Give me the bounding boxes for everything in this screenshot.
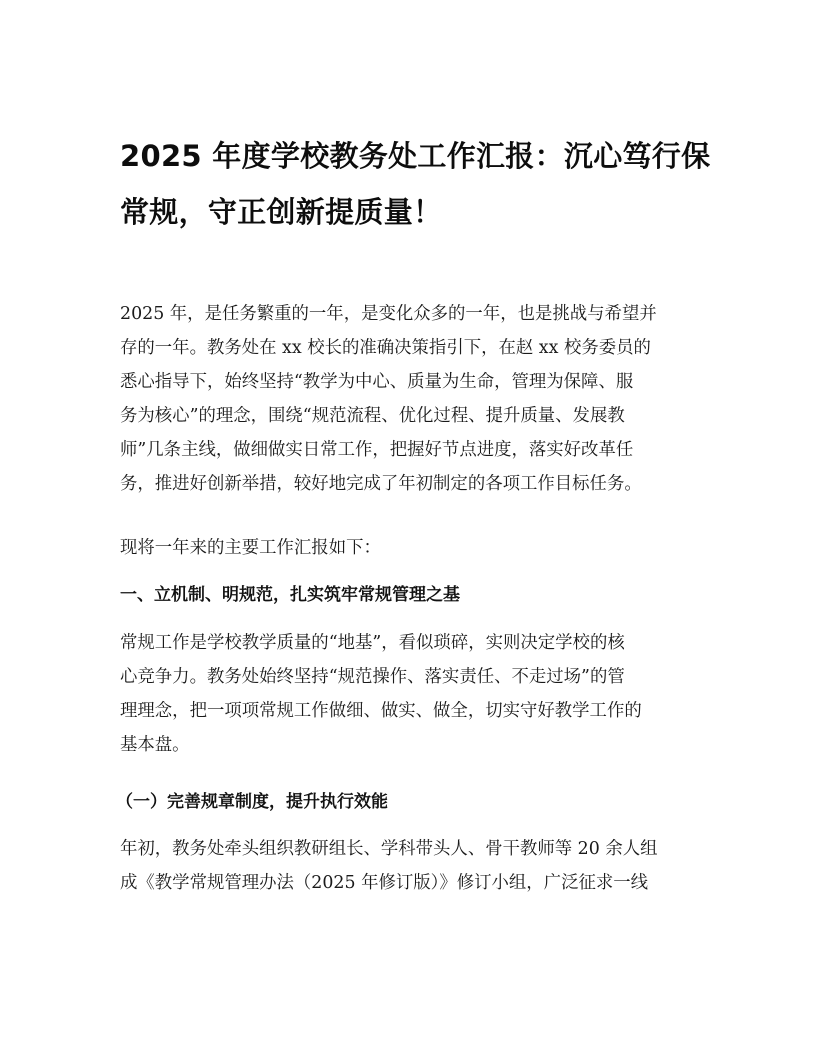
document-title [120, 128, 720, 240]
paragraph-line: 年初，教务处牵头组织教研组长、学科带头人、骨干教师等 20 余人组 [120, 839, 658, 859]
paragraph-line: 常规工作是学校教学质量的“地基”，看似琐碎，实则决定学校的核 [120, 633, 625, 653]
intro-paragraph [120, 297, 700, 501]
lead-in-paragraph [120, 531, 700, 565]
section-1-heading: 一、立机制、明规范，扎实筑牢常规管理之基 [120, 585, 460, 605]
paragraph-line: 现将一年来的主要工作汇报如下： [120, 538, 381, 558]
subsection-1-heading: （一）完善规章制度，提升执行效能 [116, 792, 388, 812]
paragraph-line: 务为核心”的理念，围绕“规范流程、优化过程、提升质量、发展教 [120, 406, 625, 426]
paragraph-line: 理理念，把一项项常规工作做细、做实、做全，切实守好教学工作的 [120, 701, 642, 721]
paragraph-line: 成《教学常规管理办法（2025 年修订版）》修订小组，广泛征求一线 [120, 873, 649, 893]
paragraph-line: 心竞争力。教务处始终坚持“规范操作、落实责任、不走过场”的管 [120, 667, 625, 687]
paragraph-line: 师”几条主线，做细做实日常工作，把握好节点进度，落实好改革任 [120, 440, 634, 460]
subsection-1-paragraph [120, 832, 700, 900]
title-line-1: 2025 年度学校教务处工作汇报：沉心笃行保 [120, 139, 711, 173]
paragraph-line: 基本盘。 [120, 735, 190, 755]
title-line-2: 常规，守正创新提质量！ [120, 195, 443, 229]
paragraph-line: 存的一年。教务处在 xx 校长的准确决策指引下，在赵 xx 校务委员的 [120, 338, 651, 358]
paragraph-line: 2025 年，是任务繁重的一年，是变化众多的一年，也是挑战与希望并 [120, 304, 657, 324]
paragraph-line: 务，推进好创新举措，较好地完成了年初制定的各项工作目标任务。 [120, 474, 642, 494]
paragraph-line: 悉心指导下，始终坚持“教学为中心、质量为生命，管理为保障、服 [120, 372, 634, 392]
section-1-paragraph [120, 626, 700, 762]
